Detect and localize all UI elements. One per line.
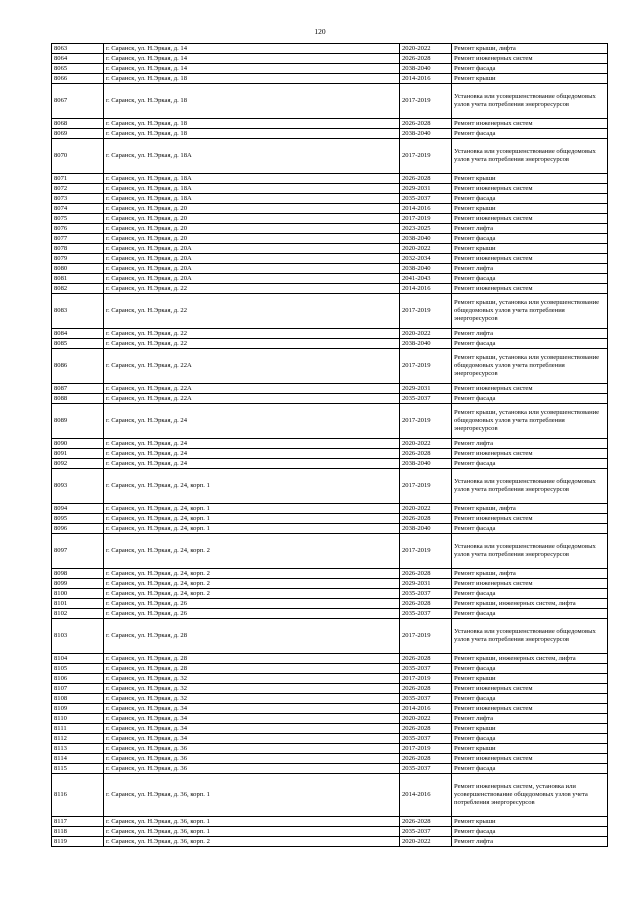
address-cell: г. Саранск, ул. Н.Эркая, д. 14	[104, 64, 400, 74]
address-cell: г. Саранск, ул. Н.Эркая, д. 18	[104, 84, 400, 119]
row-number-cell: 8098	[52, 569, 104, 579]
work-type-cell: Ремонт крыши	[452, 817, 608, 827]
table-row	[52, 827, 608, 837]
period-cell: 2014-2016	[400, 704, 452, 714]
period-cell: 2035-2037	[400, 394, 452, 404]
work-type-cell: Ремонт лифта	[452, 224, 608, 234]
table-row	[52, 534, 608, 569]
row-number-cell: 8096	[52, 524, 104, 534]
address-cell: г. Саранск, ул. Н.Эркая, д. 18	[104, 74, 400, 84]
work-type-cell: Установка или усовершенствование общедомовых узлов учета потребления энергоресурсов	[452, 619, 608, 654]
repair-schedule-table	[51, 43, 608, 847]
address-cell: г. Саранск, ул. Н.Эркая, д. 34	[104, 714, 400, 724]
table-row	[52, 349, 608, 384]
work-type-cell: Установка или усовершенствование общедомовых узлов учета потребления энергоресурсов	[452, 534, 608, 569]
row-number-cell: 8064	[52, 54, 104, 64]
period-cell: 2038-2040	[400, 264, 452, 274]
table-row	[52, 714, 608, 724]
row-number-cell: 8063	[52, 44, 104, 54]
address-cell: г. Саранск, ул. Н.Эркая, д. 24	[104, 404, 400, 439]
address-cell: г. Саранск, ул. Н.Эркая, д. 36, корп. 2	[104, 837, 400, 847]
table-row	[52, 84, 608, 119]
table-row	[52, 674, 608, 684]
work-type-cell: Ремонт инженерных систем	[452, 514, 608, 524]
table-row	[52, 264, 608, 274]
address-cell: г. Саранск, ул. Н.Эркая, д. 24, корп. 1	[104, 469, 400, 504]
period-cell: 2017-2019	[400, 744, 452, 754]
period-cell: 2029-2031	[400, 384, 452, 394]
work-type-cell: Ремонт крыши, инженерных систем, лифта	[452, 654, 608, 664]
table-row	[52, 504, 608, 514]
row-number-cell: 8067	[52, 84, 104, 119]
table-row	[52, 524, 608, 534]
work-type-cell: Ремонт инженерных систем	[452, 184, 608, 194]
row-number-cell: 8083	[52, 294, 104, 329]
table-row	[52, 754, 608, 764]
work-type-cell: Ремонт крыши	[452, 244, 608, 254]
row-number-cell: 8090	[52, 439, 104, 449]
period-cell: 2035-2037	[400, 694, 452, 704]
table-row	[52, 837, 608, 847]
work-type-cell: Ремонт фасада	[452, 664, 608, 674]
address-cell: г. Саранск, ул. Н.Эркая, д. 36	[104, 754, 400, 764]
work-type-cell: Установка или усовершенствование общедомовых узлов учета потребления энергоресурсов	[452, 469, 608, 504]
address-cell: г. Саранск, ул. Н.Эркая, д. 22	[104, 284, 400, 294]
table-row	[52, 684, 608, 694]
period-cell: 2026-2028	[400, 54, 452, 64]
period-cell: 2017-2019	[400, 534, 452, 569]
table-row	[52, 724, 608, 734]
period-cell: 2026-2028	[400, 754, 452, 764]
row-number-cell: 8106	[52, 674, 104, 684]
row-number-cell: 8085	[52, 339, 104, 349]
address-cell: г. Саранск, ул. Н.Эркая, д. 24, корп. 1	[104, 504, 400, 514]
period-cell: 2035-2037	[400, 827, 452, 837]
address-cell: г. Саранск, ул. Н.Эркая, д. 28	[104, 619, 400, 654]
period-cell: 2026-2028	[400, 654, 452, 664]
period-cell: 2026-2028	[400, 817, 452, 827]
table-row	[52, 224, 608, 234]
period-cell: 2035-2037	[400, 194, 452, 204]
period-cell: 2017-2019	[400, 674, 452, 684]
address-cell: г. Саранск, ул. Н.Эркая, д. 26	[104, 599, 400, 609]
table-row	[52, 654, 608, 664]
table-row	[52, 339, 608, 349]
work-type-cell: Ремонт фасада	[452, 274, 608, 284]
work-type-cell: Ремонт фасада	[452, 64, 608, 74]
row-number-cell: 8102	[52, 609, 104, 619]
work-type-cell: Ремонт фасада	[452, 524, 608, 534]
period-cell: 2026-2028	[400, 684, 452, 694]
address-cell: г. Саранск, ул. Н.Эркая, д. 20	[104, 234, 400, 244]
address-cell: г. Саранск, ул. Н.Эркая, д. 34	[104, 734, 400, 744]
row-number-cell: 8074	[52, 204, 104, 214]
period-cell: 2017-2019	[400, 214, 452, 224]
period-cell: 2020-2022	[400, 329, 452, 339]
work-type-cell: Ремонт крыши, лифта	[452, 504, 608, 514]
address-cell: г. Саранск, ул. Н.Эркая, д. 32	[104, 684, 400, 694]
row-number-cell: 8068	[52, 119, 104, 129]
work-type-cell: Ремонт фасада	[452, 394, 608, 404]
work-type-cell: Ремонт крыши, инженерных систем, лифта	[452, 599, 608, 609]
table-row	[52, 384, 608, 394]
work-type-cell: Ремонт инженерных систем	[452, 384, 608, 394]
work-type-cell: Ремонт фасада	[452, 734, 608, 744]
address-cell: г. Саранск, ул. Н.Эркая, д. 24, корп. 2	[104, 589, 400, 599]
address-cell: г. Саранск, ул. Н.Эркая, д. 36	[104, 744, 400, 754]
address-cell: г. Саранск, ул. Н.Эркая, д. 22А	[104, 394, 400, 404]
row-number-cell: 8115	[52, 764, 104, 774]
period-cell: 2035-2037	[400, 734, 452, 744]
period-cell: 2041-2043	[400, 274, 452, 284]
work-type-cell: Ремонт крыши	[452, 174, 608, 184]
work-type-cell: Ремонт крыши	[452, 204, 608, 214]
work-type-cell: Ремонт крыши	[452, 74, 608, 84]
table-row	[52, 734, 608, 744]
row-number-cell: 8075	[52, 214, 104, 224]
row-number-cell: 8066	[52, 74, 104, 84]
address-cell: г. Саранск, ул. Н.Эркая, д. 24, корп. 1	[104, 524, 400, 534]
address-cell: г. Саранск, ул. Н.Эркая, д. 14	[104, 44, 400, 54]
work-type-cell: Ремонт инженерных систем	[452, 704, 608, 714]
period-cell: 2017-2019	[400, 619, 452, 654]
address-cell: г. Саранск, ул. Н.Эркая, д. 18А	[104, 139, 400, 174]
table-row	[52, 664, 608, 674]
work-type-cell: Ремонт фасада	[452, 764, 608, 774]
row-number-cell: 8084	[52, 329, 104, 339]
row-number-cell: 8079	[52, 254, 104, 264]
address-cell: г. Саранск, ул. Н.Эркая, д. 24, корп. 1	[104, 514, 400, 524]
period-cell: 2017-2019	[400, 404, 452, 439]
row-number-cell: 8088	[52, 394, 104, 404]
table-row	[52, 284, 608, 294]
period-cell: 2014-2016	[400, 774, 452, 817]
work-type-cell: Ремонт инженерных систем	[452, 449, 608, 459]
address-cell: г. Саранск, ул. Н.Эркая, д. 24	[104, 459, 400, 469]
address-cell: г. Саранск, ул. Н.Эркая, д. 18А	[104, 194, 400, 204]
address-cell: г. Саранск, ул. Н.Эркая, д. 24, корп. 2	[104, 569, 400, 579]
work-type-cell: Ремонт крыши, установка или усовершенствование общедомовых узлов учета потребления энергоресурсов	[452, 404, 608, 439]
table-body	[52, 44, 608, 847]
row-number-cell: 8119	[52, 837, 104, 847]
period-cell: 2035-2037	[400, 589, 452, 599]
address-cell: г. Саранск, ул. Н.Эркая, д. 34	[104, 704, 400, 714]
row-number-cell: 8087	[52, 384, 104, 394]
period-cell: 2017-2019	[400, 294, 452, 329]
row-number-cell: 8071	[52, 174, 104, 184]
row-number-cell: 8116	[52, 774, 104, 817]
address-cell: г. Саранск, ул. Н.Эркая, д. 32	[104, 674, 400, 684]
table-row	[52, 599, 608, 609]
work-type-cell: Ремонт инженерных систем	[452, 214, 608, 224]
table-row	[52, 74, 608, 84]
address-cell: г. Саранск, ул. Н.Эркая, д. 18	[104, 129, 400, 139]
address-cell: г. Саранск, ул. Н.Эркая, д. 34	[104, 724, 400, 734]
work-type-cell: Ремонт крыши	[452, 744, 608, 754]
address-cell: г. Саранск, ул. Н.Эркая, д. 18	[104, 119, 400, 129]
table-row	[52, 64, 608, 74]
work-type-cell: Ремонт крыши, лифта	[452, 44, 608, 54]
period-cell: 2017-2019	[400, 469, 452, 504]
period-cell: 2026-2028	[400, 724, 452, 734]
row-number-cell: 8080	[52, 264, 104, 274]
table-row	[52, 129, 608, 139]
address-cell: г. Саранск, ул. Н.Эркая, д. 24	[104, 449, 400, 459]
row-number-cell: 8095	[52, 514, 104, 524]
period-cell: 2026-2028	[400, 569, 452, 579]
work-type-cell: Установка или усовершенствование общедомовых узлов учета потребления энергоресурсов	[452, 84, 608, 119]
work-type-cell: Ремонт лифта	[452, 329, 608, 339]
row-number-cell: 8100	[52, 589, 104, 599]
row-number-cell: 8110	[52, 714, 104, 724]
table-row	[52, 579, 608, 589]
period-cell: 2029-2031	[400, 184, 452, 194]
address-cell: г. Саранск, ул. Н.Эркая, д. 18А	[104, 174, 400, 184]
address-cell: г. Саранск, ул. Н.Эркая, д. 22	[104, 294, 400, 329]
table-row	[52, 704, 608, 714]
row-number-cell: 8072	[52, 184, 104, 194]
address-cell: г. Саранск, ул. Н.Эркая, д. 22	[104, 339, 400, 349]
work-type-cell: Ремонт инженерных систем	[452, 684, 608, 694]
work-type-cell: Ремонт фасада	[452, 827, 608, 837]
address-cell: г. Саранск, ул. Н.Эркая, д. 28	[104, 654, 400, 664]
work-type-cell: Ремонт инженерных систем, установка или усовершенствование общедомовых узлов учета потребления энергоресурсов	[452, 774, 608, 817]
table-row	[52, 394, 608, 404]
row-number-cell: 8081	[52, 274, 104, 284]
table-row	[52, 744, 608, 754]
row-number-cell: 8069	[52, 129, 104, 139]
address-cell: г. Саранск, ул. Н.Эркая, д. 24	[104, 439, 400, 449]
work-type-cell: Ремонт фасада	[452, 459, 608, 469]
row-number-cell: 8089	[52, 404, 104, 439]
table-row	[52, 764, 608, 774]
table-row	[52, 619, 608, 654]
table-row	[52, 274, 608, 284]
address-cell: г. Саранск, ул. Н.Эркая, д. 22	[104, 329, 400, 339]
period-cell: 2026-2028	[400, 449, 452, 459]
work-type-cell: Ремонт инженерных систем	[452, 54, 608, 64]
address-cell: г. Саранск, ул. Н.Эркая, д. 20А	[104, 264, 400, 274]
address-cell: г. Саранск, ул. Н.Эркая, д. 36, корп. 1	[104, 774, 400, 817]
address-cell: г. Саранск, ул. Н.Эркая, д. 20А	[104, 274, 400, 284]
work-type-cell: Ремонт инженерных систем	[452, 579, 608, 589]
work-type-cell: Ремонт инженерных систем	[452, 254, 608, 264]
table-row	[52, 174, 608, 184]
work-type-cell: Установка или усовершенствование общедомовых узлов учета потребления энергоресурсов	[452, 139, 608, 174]
work-type-cell: Ремонт фасада	[452, 609, 608, 619]
period-cell: 2014-2016	[400, 204, 452, 214]
work-type-cell: Ремонт фасада	[452, 339, 608, 349]
row-number-cell: 8104	[52, 654, 104, 664]
table-row	[52, 214, 608, 224]
address-cell: г. Саранск, ул. Н.Эркая, д. 20А	[104, 244, 400, 254]
table-row	[52, 569, 608, 579]
page-number: 120	[314, 27, 326, 36]
work-type-cell: Ремонт крыши	[452, 674, 608, 684]
period-cell: 2020-2022	[400, 837, 452, 847]
table-row	[52, 294, 608, 329]
table-row	[52, 54, 608, 64]
row-number-cell: 8101	[52, 599, 104, 609]
period-cell: 2017-2019	[400, 84, 452, 119]
period-cell: 2038-2040	[400, 64, 452, 74]
table-row	[52, 514, 608, 524]
table-row	[52, 244, 608, 254]
period-cell: 2032-2034	[400, 254, 452, 264]
address-cell: г. Саранск, ул. Н.Эркая, д. 22А	[104, 384, 400, 394]
table-row	[52, 119, 608, 129]
table-row	[52, 694, 608, 704]
address-cell: г. Саранск, ул. Н.Эркая, д. 14	[104, 54, 400, 64]
period-cell: 2026-2028	[400, 514, 452, 524]
address-cell: г. Саранск, ул. Н.Эркая, д. 22А	[104, 349, 400, 384]
row-number-cell: 8078	[52, 244, 104, 254]
period-cell: 2020-2022	[400, 44, 452, 54]
work-type-cell: Ремонт инженерных систем	[452, 119, 608, 129]
period-cell: 2038-2040	[400, 524, 452, 534]
address-cell: г. Саранск, ул. Н.Эркая, д. 36, корп. 1	[104, 827, 400, 837]
period-cell: 2035-2037	[400, 609, 452, 619]
row-number-cell: 8076	[52, 224, 104, 234]
work-type-cell: Ремонт инженерных систем	[452, 754, 608, 764]
work-type-cell: Ремонт крыши, установка или усовершенствование общедомовых узлов учета потребления энергоресурсов	[452, 349, 608, 384]
row-number-cell: 8117	[52, 817, 104, 827]
period-cell: 2020-2022	[400, 439, 452, 449]
address-cell: г. Саранск, ул. Н.Эркая, д. 28	[104, 664, 400, 674]
work-type-cell: Ремонт фасада	[452, 129, 608, 139]
period-cell: 2026-2028	[400, 119, 452, 129]
table-row	[52, 184, 608, 194]
period-cell: 2020-2022	[400, 714, 452, 724]
period-cell: 2020-2022	[400, 244, 452, 254]
period-cell: 2023-2025	[400, 224, 452, 234]
table-row	[52, 817, 608, 827]
work-type-cell: Ремонт лифта	[452, 837, 608, 847]
period-cell: 2026-2028	[400, 599, 452, 609]
period-cell: 2029-2031	[400, 579, 452, 589]
period-cell: 2035-2037	[400, 764, 452, 774]
period-cell: 2035-2037	[400, 664, 452, 674]
row-number-cell: 8073	[52, 194, 104, 204]
address-cell: г. Саранск, ул. Н.Эркая, д. 20А	[104, 254, 400, 264]
table-row	[52, 449, 608, 459]
work-type-cell: Ремонт фасада	[452, 194, 608, 204]
row-number-cell: 8097	[52, 534, 104, 569]
period-cell: 2017-2019	[400, 349, 452, 384]
row-number-cell: 8105	[52, 664, 104, 674]
work-type-cell: Ремонт крыши, лифта	[452, 569, 608, 579]
address-cell: г. Саранск, ул. Н.Эркая, д. 18А	[104, 184, 400, 194]
address-cell: г. Саранск, ул. Н.Эркая, д. 24, корп. 2	[104, 579, 400, 589]
row-number-cell: 8092	[52, 459, 104, 469]
period-cell: 2038-2040	[400, 129, 452, 139]
work-type-cell: Ремонт лифта	[452, 714, 608, 724]
table-row	[52, 404, 608, 439]
period-cell: 2038-2040	[400, 339, 452, 349]
row-number-cell: 8086	[52, 349, 104, 384]
table-row	[52, 44, 608, 54]
row-number-cell: 8114	[52, 754, 104, 764]
period-cell: 2038-2040	[400, 459, 452, 469]
table-row	[52, 469, 608, 504]
period-cell: 2038-2040	[400, 234, 452, 244]
address-cell: г. Саранск, ул. Н.Эркая, д. 20	[104, 214, 400, 224]
row-number-cell: 8107	[52, 684, 104, 694]
table-row	[52, 459, 608, 469]
row-number-cell: 8065	[52, 64, 104, 74]
address-cell: г. Саранск, ул. Н.Эркая, д. 36	[104, 764, 400, 774]
table-row	[52, 254, 608, 264]
work-type-cell: Ремонт крыши, установка или усовершенствование общедомовых узлов учета потребления энергоресурсов	[452, 294, 608, 329]
address-cell: г. Саранск, ул. Н.Эркая, д. 20	[104, 224, 400, 234]
row-number-cell: 8099	[52, 579, 104, 589]
work-type-cell: Ремонт крыши	[452, 724, 608, 734]
table-row	[52, 609, 608, 619]
period-cell: 2014-2016	[400, 284, 452, 294]
address-cell: г. Саранск, ул. Н.Эркая, д. 32	[104, 694, 400, 704]
table-row	[52, 329, 608, 339]
row-number-cell: 8112	[52, 734, 104, 744]
work-type-cell: Ремонт фасада	[452, 694, 608, 704]
work-type-cell: Ремонт лифта	[452, 439, 608, 449]
period-cell: 2026-2028	[400, 174, 452, 184]
period-cell: 2017-2019	[400, 139, 452, 174]
table-row	[52, 774, 608, 817]
row-number-cell: 8118	[52, 827, 104, 837]
table-row	[52, 439, 608, 449]
row-number-cell: 8077	[52, 234, 104, 244]
row-number-cell: 8070	[52, 139, 104, 174]
row-number-cell: 8091	[52, 449, 104, 459]
address-cell: г. Саранск, ул. Н.Эркая, д. 26	[104, 609, 400, 619]
period-cell: 2014-2016	[400, 74, 452, 84]
work-type-cell: Ремонт инженерных систем	[452, 284, 608, 294]
work-type-cell: Ремонт фасада	[452, 589, 608, 599]
address-cell: г. Саранск, ул. Н.Эркая, д. 24, корп. 2	[104, 534, 400, 569]
address-cell: г. Саранск, ул. Н.Эркая, д. 36, корп. 1	[104, 817, 400, 827]
address-cell: г. Саранск, ул. Н.Эркая, д. 20	[104, 204, 400, 214]
work-type-cell: Ремонт фасада	[452, 234, 608, 244]
work-type-cell: Ремонт лифта	[452, 264, 608, 274]
row-number-cell: 8094	[52, 504, 104, 514]
row-number-cell: 8093	[52, 469, 104, 504]
table-row	[52, 194, 608, 204]
table-row	[52, 234, 608, 244]
table-row	[52, 589, 608, 599]
row-number-cell: 8082	[52, 284, 104, 294]
table-row	[52, 139, 608, 174]
period-cell: 2020-2022	[400, 504, 452, 514]
row-number-cell: 8111	[52, 724, 104, 734]
row-number-cell: 8108	[52, 694, 104, 704]
row-number-cell: 8109	[52, 704, 104, 714]
row-number-cell: 8113	[52, 744, 104, 754]
table-row	[52, 204, 608, 214]
row-number-cell: 8103	[52, 619, 104, 654]
